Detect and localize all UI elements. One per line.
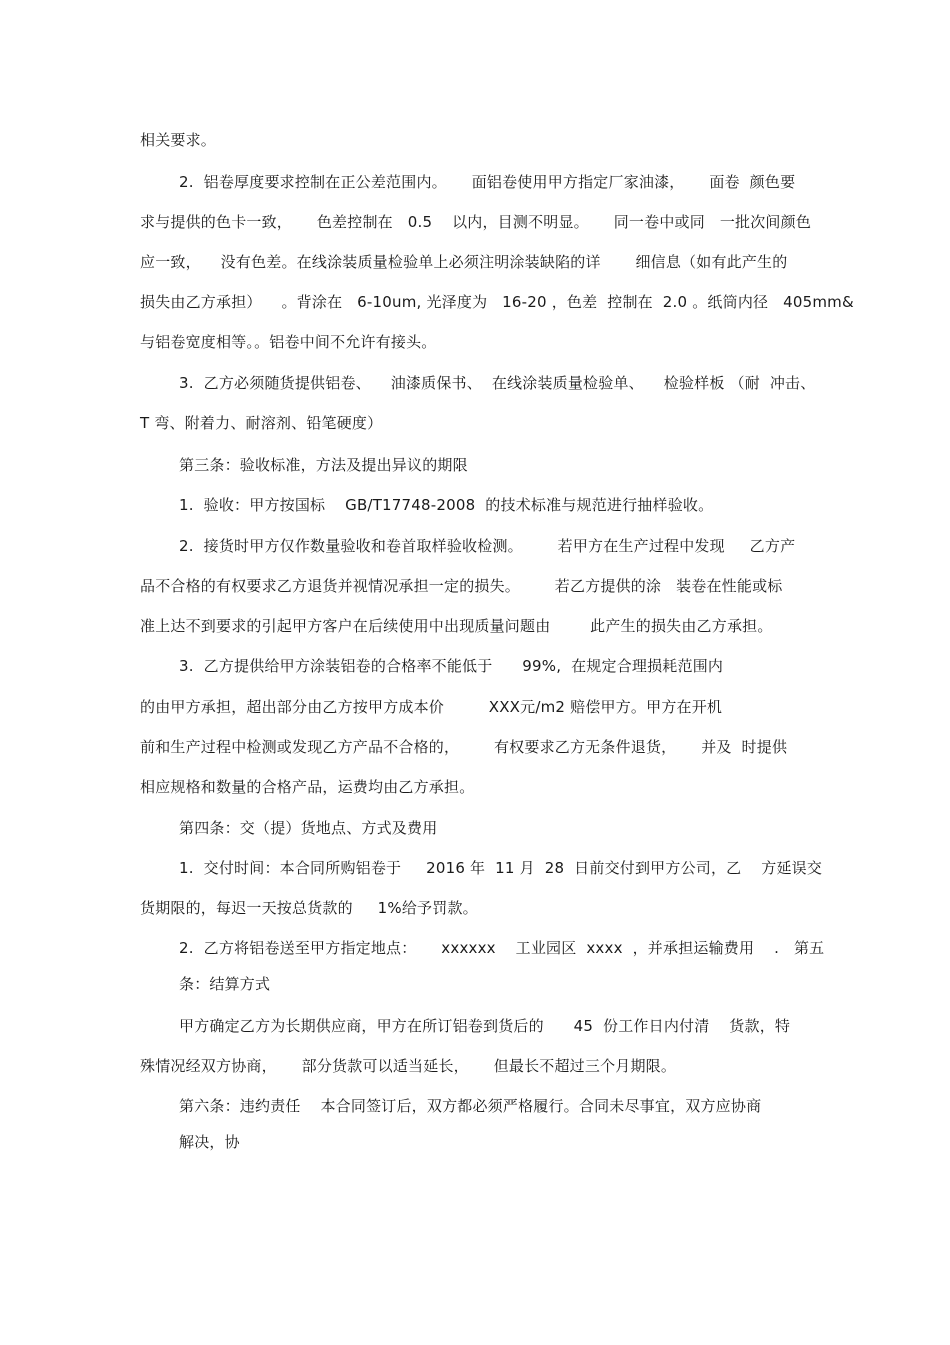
text-line: T 弯、附着力、耐溶剂、铅笔硬度） [140,414,383,432]
text-line: 第六条：违约责任 本合同签订后，双方都必须严格履行。合同未尽事宜，双方应协商 [179,1097,762,1115]
text-line: 3. 乙方提供给甲方涂装铝卷的合格率不能低于 99%, 在规定合理损耗范围内 [179,657,724,675]
text-line: 应一致， 没有色差。在线涂装质量检验单上必须注明涂装缺陷的详 细信息（如有此产生的 [140,253,788,271]
text-line: 求与提供的色卡一致， 色差控制在 0.5 以内，目测不明显。 同一卷中或同 一批次间颜色 [140,213,812,231]
text-line: 相关要求。 [140,131,217,149]
text-line: 的由甲方承担，超出部分由乙方按甲方成本价 XXX元/m2 赔偿甲方。甲方在开机 [140,698,723,716]
text-line: 条：结算方式 [179,975,271,993]
text-line: 2. 乙方将铝卷送至甲方指定地点： xxxxxx 工业园区 xxxx ，并承担运输费用 . 第五 [179,939,825,957]
text-line: 1. 交付时间：本合同所购铝卷于 2016 年 11 月 28 日前交付到甲方公司，乙 方延误交 [179,859,823,877]
text-line: 品不合格的有权要求乙方退货并视情况承担一定的损失。 若乙方提供的涂 装卷在性能或标 [140,577,783,595]
text-line: 1. 验收：甲方按国标 GB/T17748-2008 的技术标准与规范进行抽样验收。 [179,496,714,514]
text-line: 殊情况经双方协商， 部分货款可以适当延长， 但最长不超过三个月期限。 [140,1057,677,1075]
text-line: 损失由乙方承担） 。背涂在 6-10um, 光泽度为 16-20 ，色差 控制在 2.0 。纸筒内径 405mm& [140,293,854,311]
text-line: 与铝卷宽度相等。。铝卷中间不允许有接头。 [140,333,437,351]
text-line: 3. 乙方必须随货提供铝卷、 油漆质保书、 在线涂装质量检验单、 检验样板 （耐 冲击、 [179,374,816,392]
text-line: 解决，协 [179,1133,240,1151]
text-line: 2. 接货时甲方仅作数量验收和卷首取样验收检测。 若甲方在生产过程中发现 乙方产 [179,537,796,555]
text-line: 相应规格和数量的合格产品，运费均由乙方承担。 [140,778,475,796]
text-line: 货期限的，每迟一天按总货款的 1%给予罚款。 [140,899,478,917]
text-line: 前和生产过程中检测或发现乙方产品不合格的， 有权要求乙方无条件退货， 并及 时提供 [140,738,788,756]
text-line: 2. 铝卷厚度要求控制在正公差范围内。 面铝卷使用甲方指定厂家油漆， 面卷 颜色要 [179,173,796,191]
section-heading: 第三条：验收标准，方法及提出异议的期限 [179,456,468,474]
text-line: 准上达不到要求的引起甲方客户在后续使用中出现质量问题由 此产生的损失由乙方承担。 [140,617,773,635]
section-heading: 第四条：交（提）货地点、方式及费用 [179,819,438,837]
text-line: 甲方确定乙方为长期供应商，甲方在所订铝卷到货后的 45 份工作日内付清 货款，特 [179,1017,791,1035]
